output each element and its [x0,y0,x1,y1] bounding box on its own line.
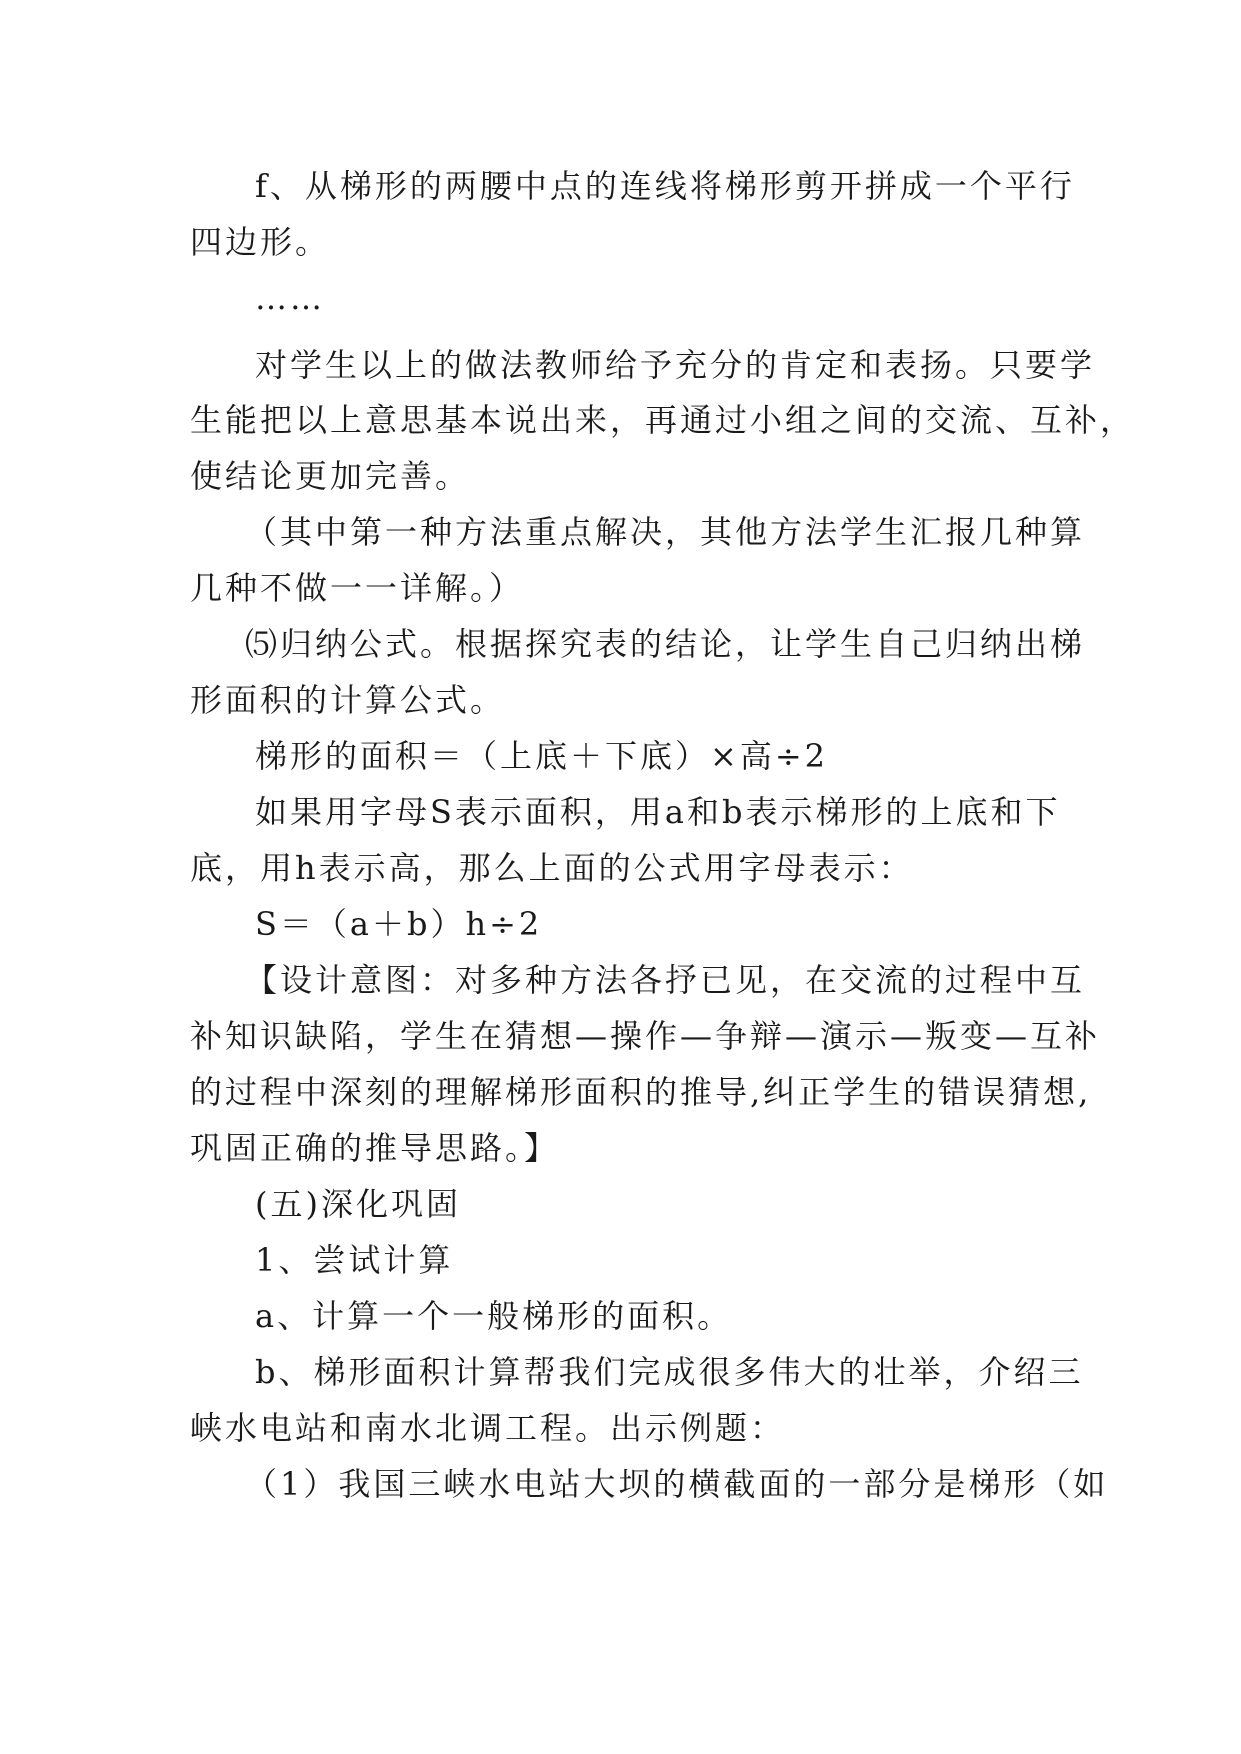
text-line: ⑸归纳公式。根据探究表的结论，让学生自己归纳出梯 [245,625,1086,663]
text-line: 如果用字母S表示面积，用a和b表示梯形的上底和下 [255,793,1061,831]
text-line: 底，用h表示高，那么上面的公式用字母表示： [190,849,914,887]
text-line: 形面积的计算公式。 [190,681,506,719]
text-line: （1）我国三峡水电站大坝的横截面的一部分是梯形（如 [245,1465,1109,1503]
text-line: 生能把以上意思基本说出来，再通过小组之间的交流、互补， [190,401,1136,439]
text-line: 巩固正确的推导思路。】 [190,1129,560,1167]
text-line: f、从梯形的两腰中点的连线将梯形剪开拼成一个平行 [255,167,1075,205]
text-line: 几种不做一一详解。） [190,569,525,607]
section-heading: (五)深化巩固 [255,1185,461,1223]
text-line: 对学生以上的做法教师给予充分的肯定和表扬。只要学 [255,346,1096,384]
text-line: b、梯形面积计算帮我们完成很多伟大的壮举，介绍三 [255,1353,1084,1391]
text-line: …… [255,279,325,317]
text-line: 【设计意图：对多种方法各抒已见，在交流的过程中互 [245,961,1086,999]
text-line: 使结论更加完善。 [190,457,471,495]
text-line: a、计算一个一般梯形的面积。 [255,1297,733,1335]
text-line: 四边形。 [190,223,331,261]
text-line: 峡水电站和南水北调工程。出示例题： [190,1409,786,1447]
formula-line: S＝（a＋b）h÷2 [255,905,543,943]
formula-line: 梯形的面积＝（上底＋下底）×高÷2 [255,737,828,775]
text-line: 的过程中深刻的理解梯形面积的推导,纠正学生的错误猜想, [190,1073,1092,1111]
subsection-heading: 1、尝试计算 [255,1241,454,1279]
text-line: 补知识缺陷，学生在猜想—操作—争辩—演示—叛变—互补 [190,1017,1101,1055]
text-line: （其中第一种方法重点解决，其他方法学生汇报几种算 [245,513,1086,551]
